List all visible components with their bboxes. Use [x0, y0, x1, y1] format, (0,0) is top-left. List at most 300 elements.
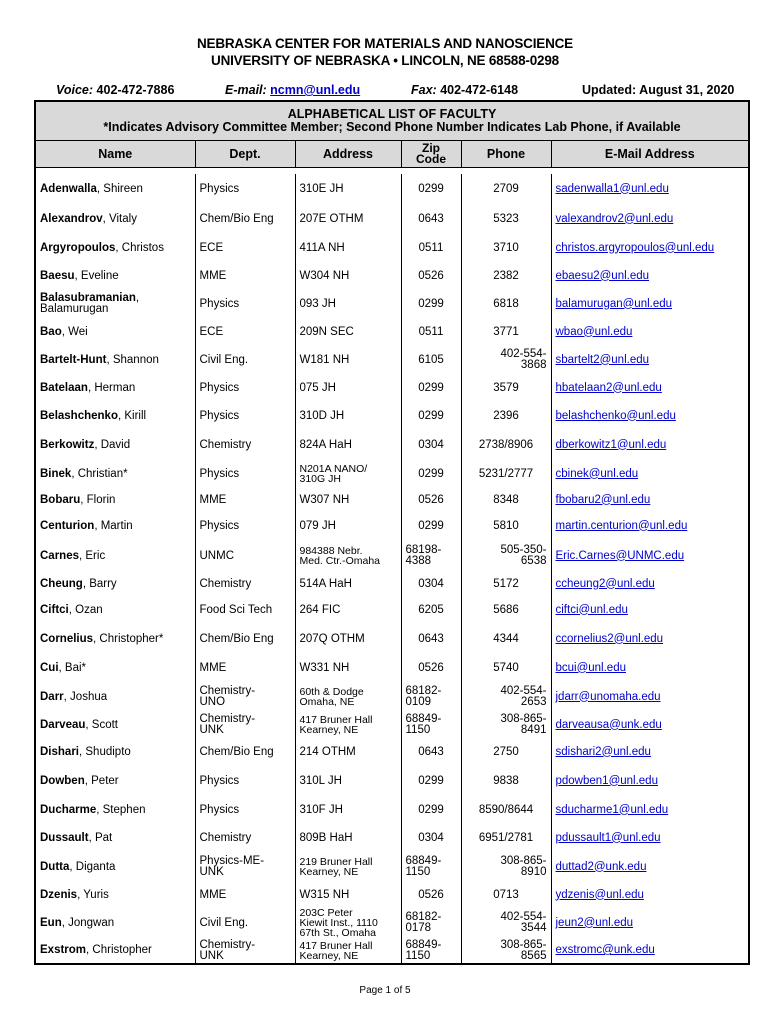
name-cell [35, 624, 195, 654]
email-cell [551, 488, 749, 512]
email-cell [551, 682, 749, 712]
dept-cell: Physics [195, 512, 295, 540]
email-cell [551, 908, 749, 938]
dept-cell: Chemistry- UNK [195, 712, 295, 738]
phone-cell: 8348 [461, 488, 551, 512]
first-name: , Peter [84, 774, 119, 787]
zip-cell: 0299 [401, 460, 461, 488]
name-cell [35, 430, 195, 460]
table-title-cell [35, 101, 749, 141]
dept-cell: Food Sci Tech [195, 596, 295, 624]
dept-cell: Chem/Bio Eng [195, 624, 295, 654]
phone-cell: 3771 [461, 318, 551, 346]
table-row [35, 540, 749, 572]
dept-cell: MME [195, 654, 295, 682]
table-row [35, 712, 749, 738]
name-cell [35, 234, 195, 262]
table-row [35, 852, 749, 882]
name-cell [35, 204, 195, 234]
last-name: Exstrom [40, 944, 87, 956]
table-row [35, 460, 749, 488]
phone-cell: 0713 [461, 882, 551, 908]
name-cell [35, 882, 195, 908]
phone-cell: 505-350- 6538 [461, 540, 551, 572]
address-cell: 310L JH [295, 766, 401, 796]
last-name: Baesu [40, 269, 75, 282]
first-name: , Scott [85, 718, 118, 731]
table-row [35, 654, 749, 682]
email-cell [551, 712, 749, 738]
email-link[interactable]: sbartelt2@unl.edu [555, 353, 650, 366]
zip-cell: 6205 [401, 596, 461, 624]
dept-cell: MME [195, 488, 295, 512]
first-name: , Eric [79, 549, 106, 562]
table-row [35, 402, 749, 430]
email-link[interactable]: pdussault1@unl.edu [555, 831, 661, 844]
first-name: , Yuris [77, 888, 109, 901]
email-cell [551, 654, 749, 682]
address-cell: 075 JH [295, 374, 401, 402]
email-cell [551, 430, 749, 460]
first-name: , David [94, 438, 131, 451]
phone-cell: 2709 [461, 174, 551, 204]
fax-label: Fax: [411, 83, 437, 97]
email-link[interactable]: ydzenis@unl.edu [555, 888, 644, 901]
first-name: , Shireen [96, 182, 143, 195]
first-name: , Shudipto [79, 745, 131, 758]
first-name: , Pat [88, 831, 113, 844]
zip-cell: 0299 [401, 512, 461, 540]
address-cell: 411A NH [295, 234, 401, 262]
dept-cell: Physics-ME- UNK [195, 852, 295, 882]
email-cell [551, 624, 749, 654]
dept-cell: Physics [195, 374, 295, 402]
email-link[interactable]: christos.argyropoulos@unl.edu [555, 241, 715, 254]
email-link[interactable]: pdowben1@unl.edu [555, 774, 658, 787]
address-cell: 203C Peter Kiewit Inst., 1110 67th St., Omaha [295, 908, 401, 938]
email-cell [551, 572, 749, 596]
table-row [35, 174, 749, 204]
dept-cell: MME [195, 262, 295, 290]
table-row [35, 346, 749, 374]
last-name: Balasubramanian [40, 292, 136, 304]
dept-cell: UNMC [195, 540, 295, 572]
phone-cell: 308-865- 8565 [461, 938, 551, 964]
name-cell [35, 682, 195, 712]
dept-cell: Physics [195, 796, 295, 824]
name-cell [35, 512, 195, 540]
email-link[interactable]: martin.centurion@unl.edu [555, 519, 688, 532]
address-cell: W304 NH [295, 262, 401, 290]
phone-cell: 308-865- 8910 [461, 852, 551, 882]
last-name: Dutta [40, 860, 70, 873]
voice-number: 402-472-7886 [96, 83, 175, 97]
zip-cell: 0304 [401, 572, 461, 596]
last-name: Carnes [40, 549, 79, 562]
phone-cell: 308-865- 8491 [461, 712, 551, 738]
email-link[interactable]: exstromc@unk.edu [555, 944, 655, 956]
phone-cell: 3710 [461, 234, 551, 262]
zip-cell: 0526 [401, 654, 461, 682]
last-name: Cheung [40, 577, 83, 590]
email-cell [551, 852, 749, 882]
name-cell [35, 318, 195, 346]
dept-cell: Chemistry- UNO [195, 682, 295, 712]
phone-cell: 5323 [461, 204, 551, 234]
updated-date: Updated: August 31, 2020 [582, 83, 735, 97]
table-row [35, 234, 749, 262]
column-header-row [35, 141, 749, 168]
table-row [35, 824, 749, 852]
email-link[interactable]: darveausa@unk.edu [555, 718, 662, 731]
voice-contact [56, 83, 174, 97]
email-cell [551, 374, 749, 402]
zip-cell: 0643 [401, 204, 461, 234]
table-row [35, 882, 749, 908]
phone-cell: 9838 [461, 766, 551, 796]
col-header-zip: Zip Code [401, 141, 461, 168]
zip-cell: 0299 [401, 374, 461, 402]
email-cell [551, 290, 749, 318]
last-name: Bao [40, 325, 62, 338]
voice-label: Voice: [56, 83, 94, 97]
email-link[interactable]: sdishari2@unl.edu [555, 745, 651, 758]
email-link[interactable]: ebaesu2@unl.edu [555, 269, 650, 282]
email-cell [551, 540, 749, 572]
name-cell [35, 540, 195, 572]
zip-cell: 0299 [401, 290, 461, 318]
first-name: , Kirill [117, 409, 147, 422]
phone-cell: 2738/8906 [461, 430, 551, 460]
email-cell [551, 460, 749, 488]
address-cell: 214 OTHM [295, 738, 401, 766]
first-name: , Vitaly [102, 212, 137, 225]
first-name: , Christopher [86, 944, 152, 956]
zip-cell: 0299 [401, 766, 461, 796]
name-cell [35, 938, 195, 964]
phone-cell: 2382 [461, 262, 551, 290]
address-cell: 824A HaH [295, 430, 401, 460]
email-cell [551, 882, 749, 908]
phone-cell: 5231/2777 [461, 460, 551, 488]
table-row [35, 374, 749, 402]
email-link[interactable]: jeun2@unl.edu [555, 916, 634, 929]
address-cell: 207E OTHM [295, 204, 401, 234]
zip-cell: 0643 [401, 738, 461, 766]
table-row [35, 430, 749, 460]
name-cell [35, 654, 195, 682]
table-row [35, 488, 749, 512]
name-cell [35, 908, 195, 938]
zip-cell: 0299 [401, 174, 461, 204]
last-name: Bartelt-Hunt [40, 353, 107, 366]
dept-cell: Physics [195, 460, 295, 488]
table-row [35, 766, 749, 796]
phone-cell: 8590/8644 [461, 796, 551, 824]
name-cell [35, 374, 195, 402]
address-cell: 079 JH [295, 512, 401, 540]
name-cell [35, 488, 195, 512]
email-cell [551, 596, 749, 624]
phone-cell: 6818 [461, 290, 551, 318]
first-name: , Florin [80, 493, 116, 506]
zip-cell: 68849- 1150 [401, 712, 461, 738]
first-name: , Christopher* [93, 632, 164, 645]
email-cell [551, 824, 749, 852]
first-name: , Jongwan [61, 916, 115, 929]
zip-cell: 0526 [401, 882, 461, 908]
email-link[interactable]: fbobaru2@unl.edu [555, 493, 651, 506]
dept-cell: ECE [195, 318, 295, 346]
email-cell [551, 174, 749, 204]
address-cell: 417 Bruner Hall Kearney, NE [295, 712, 401, 738]
last-name: Binek [40, 467, 72, 480]
email-link[interactable]: wbao@unl.edu [555, 325, 633, 338]
zip-cell: 0299 [401, 796, 461, 824]
zip-cell: 0643 [401, 624, 461, 654]
email-cell [551, 402, 749, 430]
address-cell: W181 NH [295, 346, 401, 374]
phone-cell: 5740 [461, 654, 551, 682]
zip-cell: 68182- 0109 [401, 682, 461, 712]
phone-cell: 402-554- 3544 [461, 908, 551, 938]
table-row [35, 262, 749, 290]
table-row [35, 596, 749, 624]
faculty-rows [35, 174, 749, 964]
zip-cell: 68849- 1150 [401, 938, 461, 964]
first-name: , Wei [61, 325, 88, 338]
email-link[interactable]: Eric.Carnes@UNMC.edu [555, 549, 685, 562]
first-name: , Herman [87, 381, 136, 394]
address-cell: 60th & Dodge Omaha, NE [295, 682, 401, 712]
name-cell [35, 346, 195, 374]
email-contact [225, 83, 360, 97]
name-cell [35, 596, 195, 624]
table-row [35, 318, 749, 346]
last-name: Ciftci [40, 603, 69, 616]
table-title: ALPHABETICAL LIST OF FACULTY [287, 107, 497, 121]
col-header-dept: Dept. [195, 141, 295, 168]
table-row [35, 938, 749, 964]
email-link[interactable]: bcui@unl.edu [555, 661, 626, 674]
zip-cell: 0526 [401, 262, 461, 290]
email-link[interactable]: ncmn@unl.edu [270, 83, 361, 97]
first-name: , Stephen [96, 803, 146, 816]
table-row [35, 204, 749, 234]
zip-cell: 0304 [401, 824, 461, 852]
email-cell [551, 796, 749, 824]
dept-cell: Physics [195, 402, 295, 430]
last-name: Eun [40, 916, 62, 929]
first-name: , Shannon [106, 353, 159, 366]
dept-cell: Civil Eng. [195, 908, 295, 938]
zip-cell: 68182- 0178 [401, 908, 461, 938]
table-row [35, 624, 749, 654]
center-name: NEBRASKA CENTER FOR MATERIALS AND NANOSCIENCE [196, 36, 573, 51]
name-cell [35, 824, 195, 852]
phone-cell: 5686 [461, 596, 551, 624]
email-link[interactable]: balamurugan@unl.edu [555, 297, 673, 310]
last-name: Ducharme [40, 803, 97, 816]
email-link[interactable]: sadenwalla1@unl.edu [555, 182, 669, 195]
email-link[interactable]: hbatelaan2@unl.edu [555, 381, 662, 394]
email-cell [551, 234, 749, 262]
email-cell [551, 204, 749, 234]
last-name: Batelaan [40, 381, 88, 394]
address-cell: 984388 Nebr. Med. Ctr.-Omaha [295, 540, 401, 572]
email-link[interactable]: ccheung2@unl.edu [555, 577, 655, 590]
dept-cell: Chemistry [195, 430, 295, 460]
phone-cell: 5172 [461, 572, 551, 596]
email-cell [551, 938, 749, 964]
last-name: Darveau [40, 718, 86, 731]
name-cell [35, 174, 195, 204]
page-number: Page 1 of 5 [359, 985, 411, 996]
name-cell [35, 738, 195, 766]
table-row [35, 512, 749, 540]
zip-cell: 6105 [401, 346, 461, 374]
dept-cell: Chem/Bio Eng [195, 204, 295, 234]
faculty-table [34, 100, 750, 965]
email-link[interactable]: dberkowitz1@unl.edu [555, 438, 667, 451]
email-cell [551, 766, 749, 796]
address-cell: W331 NH [295, 654, 401, 682]
phone-cell: 402-554- 2653 [461, 682, 551, 712]
address-cell: 209N SEC [295, 318, 401, 346]
address-cell: 310F JH [295, 796, 401, 824]
dept-cell: Chemistry [195, 824, 295, 852]
first-name: , Barry [82, 577, 117, 590]
phone-cell: 402-554- 3868 [461, 346, 551, 374]
email-link[interactable]: ciftci@unl.edu [555, 603, 628, 616]
phone-cell: 6951/2781 [461, 824, 551, 852]
name-cell [35, 290, 195, 318]
address-cell: 514A HaH [295, 572, 401, 596]
phone-cell: 2396 [461, 402, 551, 430]
fax-contact [411, 83, 518, 97]
email-label: E-mail: [225, 83, 267, 97]
phone-cell: 5810 [461, 512, 551, 540]
address-cell: N201A NANO/ 310G JH [295, 460, 401, 488]
last-name: Dishari [40, 745, 79, 758]
fax-number: 402-472-6148 [440, 83, 519, 97]
email-cell [551, 318, 749, 346]
zip-cell: 68198- 4388 [401, 540, 461, 572]
dept-cell: Physics [195, 766, 295, 796]
phone-cell: 3579 [461, 374, 551, 402]
address-cell: 310D JH [295, 402, 401, 430]
col-header-name: Name [35, 141, 195, 168]
email-cell [551, 262, 749, 290]
name-cell [35, 766, 195, 796]
table-row [35, 738, 749, 766]
first-name: , Joshua [63, 690, 108, 703]
last-name: Belashchenko [40, 409, 118, 422]
first-name: , Balamurugan [40, 292, 140, 315]
last-name: Cornelius [40, 632, 94, 645]
dept-cell: Civil Eng. [195, 346, 295, 374]
name-cell [35, 460, 195, 488]
dept-cell: Chemistry- UNK [195, 938, 295, 964]
address-cell: 417 Bruner Hall Kearney, NE [295, 938, 401, 964]
address-cell: 219 Bruner Hall Kearney, NE [295, 852, 401, 882]
name-cell [35, 402, 195, 430]
last-name: Berkowitz [40, 438, 95, 451]
address-cell: 264 FIC [295, 596, 401, 624]
email-cell [551, 738, 749, 766]
email-link[interactable]: belashchenko@unl.edu [555, 409, 676, 422]
address-cell: W307 NH [295, 488, 401, 512]
name-cell [35, 572, 195, 596]
last-name: Argyropoulos [40, 241, 116, 254]
table-row [35, 290, 749, 318]
dept-cell: Chem/Bio Eng [195, 738, 295, 766]
last-name: Adenwalla [40, 182, 97, 195]
name-cell [35, 852, 195, 882]
email-link[interactable]: valexandrov2@unl.edu [555, 212, 674, 225]
last-name: Dzenis [40, 888, 78, 901]
zip-cell: 0526 [401, 488, 461, 512]
table-row [35, 682, 749, 712]
first-name: , Bai* [58, 661, 87, 674]
table-row [35, 572, 749, 596]
last-name: Dowben [40, 774, 85, 787]
dept-cell: ECE [195, 234, 295, 262]
first-name: , Eveline [74, 269, 119, 282]
table-subtitle: *Indicates Advisory Committee Member; Second Phone Number Indicates Lab Phone, if Available [103, 120, 681, 134]
zip-cell: 0511 [401, 318, 461, 346]
first-name: , Diganta [69, 860, 116, 873]
table-title-row [35, 101, 749, 141]
email-link[interactable]: jdarr@unomaha.edu [555, 690, 661, 703]
email-link[interactable]: sducharme1@unl.edu [555, 803, 669, 816]
first-name: , Martin [94, 519, 133, 532]
email-cell [551, 346, 749, 374]
phone-cell: 2750 [461, 738, 551, 766]
address-cell: 207Q OTHM [295, 624, 401, 654]
dept-cell: Physics [195, 174, 295, 204]
email-link[interactable]: cbinek@unl.edu [555, 467, 639, 480]
address-cell: 093 JH [295, 290, 401, 318]
last-name: Dussault [40, 831, 89, 844]
last-name: Darr [40, 690, 64, 703]
zip-cell: 0304 [401, 430, 461, 460]
table-row [35, 796, 749, 824]
address-cell: 310E JH [295, 174, 401, 204]
last-name: Cui [40, 661, 59, 674]
name-cell [35, 262, 195, 290]
table-row [35, 908, 749, 938]
phone-cell: 4344 [461, 624, 551, 654]
email-link[interactable]: duttad2@unk.edu [555, 860, 647, 873]
email-link[interactable]: ccornelius2@unl.edu [555, 632, 664, 645]
col-header-email: E-Mail Address [551, 141, 749, 168]
name-cell [35, 796, 195, 824]
dept-cell: MME [195, 882, 295, 908]
dept-cell: Chemistry [195, 572, 295, 596]
first-name: , Ozan [68, 603, 103, 616]
col-header-address: Address [295, 141, 401, 168]
address-cell: W315 NH [295, 882, 401, 908]
last-name: Alexandrov [40, 212, 103, 225]
university-address: UNIVERSITY OF NEBRASKA • LINCOLN, NE 68588-0298 [211, 53, 559, 68]
zip-cell: 0511 [401, 234, 461, 262]
first-name: , Christos [115, 241, 164, 254]
zip-cell: 68849- 1150 [401, 852, 461, 882]
zip-cell: 0299 [401, 402, 461, 430]
last-name: Centurion [40, 519, 95, 532]
col-header-phone: Phone [461, 141, 551, 168]
